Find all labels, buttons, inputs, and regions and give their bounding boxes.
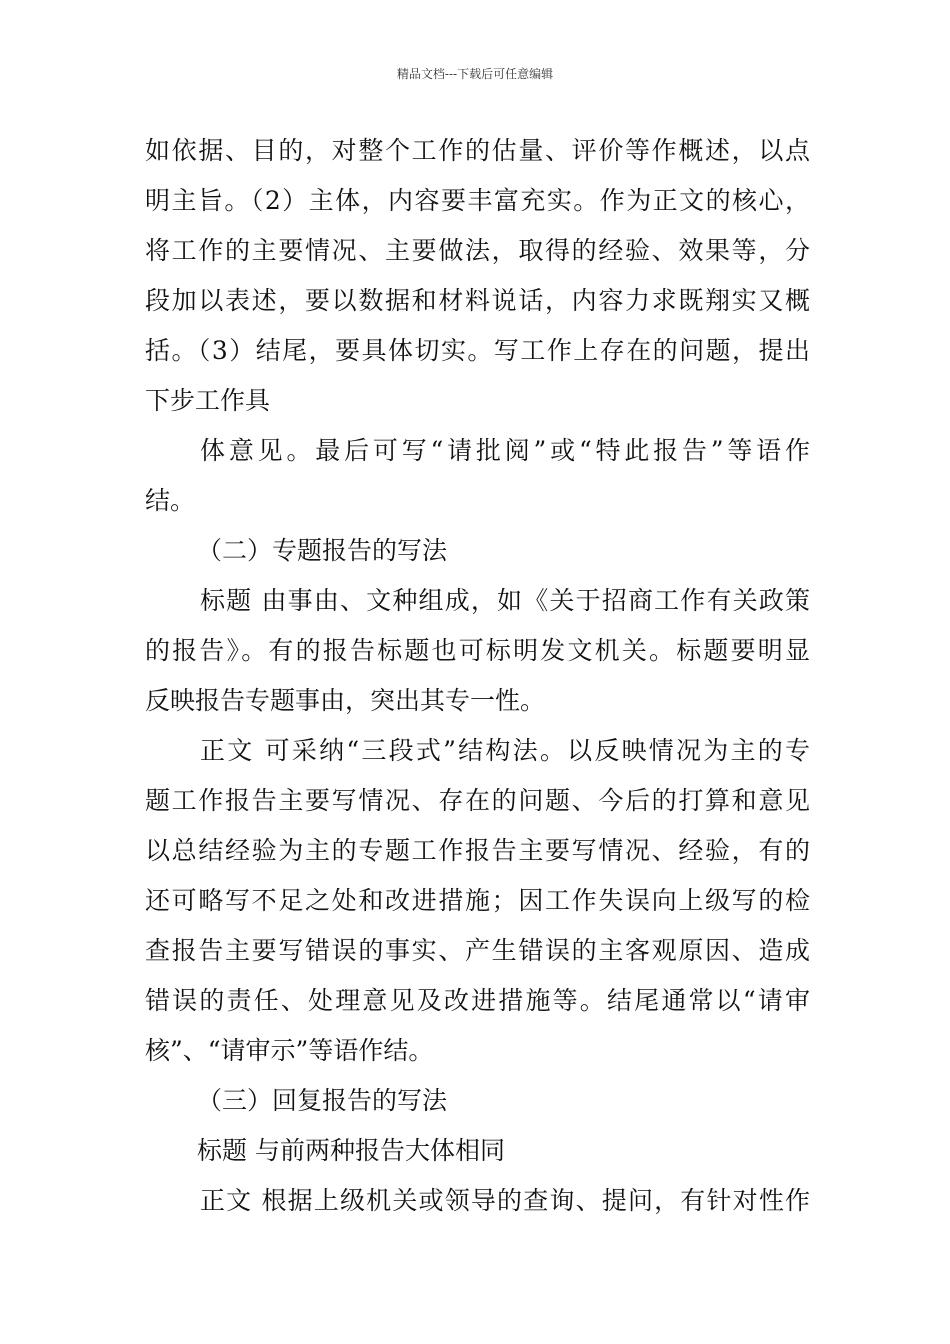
text-line: 核”、“请审示”等语作结。: [145, 1036, 434, 1065]
text-line: 题工作报告主要写情况、存在的问题、今后的打算和意见: [145, 786, 810, 815]
paragraph-start: 正文 根据上级机关或领导的查询、提问，有针对性作: [200, 1186, 810, 1215]
text-line: 错误的责任、处理意见及改进措施等。结尾通常以“请审: [145, 986, 810, 1015]
page-header: 精品文档---下载后可任意编辑: [396, 67, 554, 81]
text-line: 还可略写不足之处和改进措施；因工作失误向上级写的检: [145, 886, 810, 915]
text-line: 括。（3）结尾，要具体切实。写工作上存在的问题，提出: [145, 336, 810, 365]
paragraph-start: 体意见。最后可写“请批阅”或“特此报告”等语作: [200, 436, 810, 465]
text-line: 明主旨。（2）主体，内容要丰富充实。作为正文的核心，: [145, 186, 810, 215]
section-heading: （三）回复报告的写法: [197, 1086, 448, 1115]
paragraph-start: 正文 可采纳“三段式”结构法。以反映情况为主的专: [200, 736, 810, 765]
text-line: 结。: [145, 486, 196, 515]
text-line: 反映报告专题事由，突出其专一性。: [145, 686, 546, 715]
section-heading: （二）专题报告的写法: [197, 536, 448, 565]
paragraph-start: 标题 与前两种报告大体相同: [197, 1136, 505, 1165]
text-line: 下步工作具: [145, 386, 271, 415]
text-line: 将工作的主要情况、主要做法，取得的经验、效果等，分: [145, 236, 810, 265]
text-line: 以总结经验为主的专题工作报告主要写情况、经验，有的: [145, 836, 810, 865]
text-line: 查报告主要写错误的事实、产生错误的主客观原因、造成: [145, 936, 810, 965]
text-line: 段加以表述，要以数据和材料说话，内容力求既翔实又概: [145, 286, 810, 315]
paragraph-start: 标题 由事由、文种组成，如《关于招商工作有关政策: [200, 586, 810, 615]
text-line: 的报告》。有的报告标题也可标明发文机关。标题要明显: [145, 636, 810, 665]
document-body: [145, 126, 810, 1226]
text-line: 如依据、目的，对整个工作的估量、评价等作概述，以点: [145, 136, 810, 165]
